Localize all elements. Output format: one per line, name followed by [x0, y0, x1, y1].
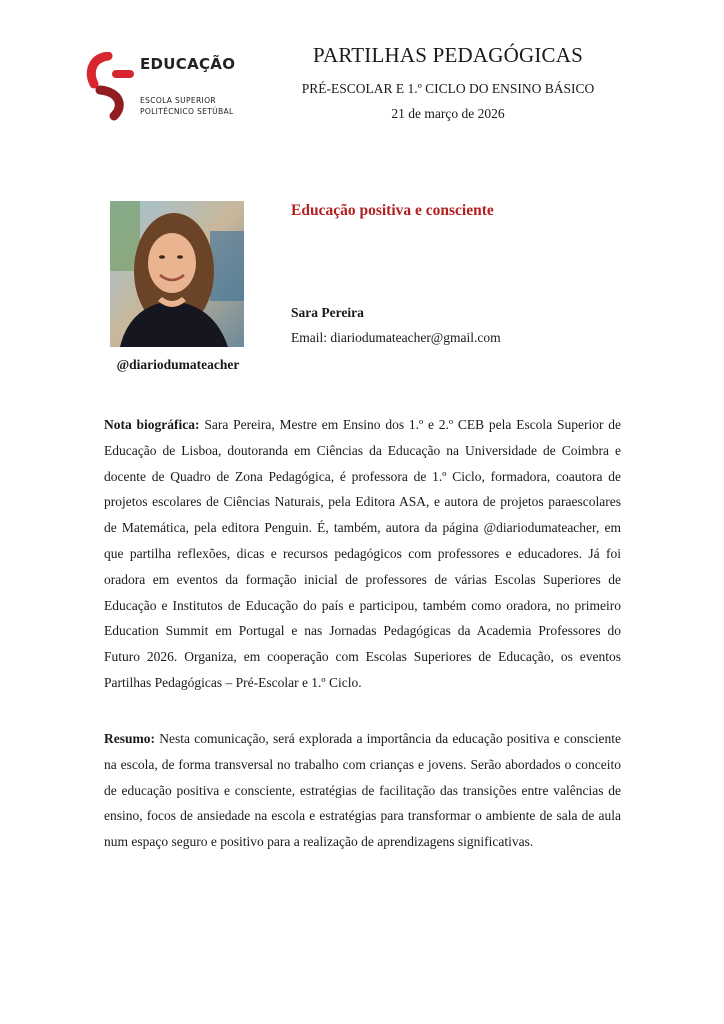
logo-mark-icon	[86, 52, 136, 122]
speaker-name: Sara Pereira	[291, 305, 364, 320]
speaker-handle: @diariodumateacher	[116, 357, 240, 372]
institution-logo	[86, 52, 246, 122]
bio-text: Sara Pereira, Mestre em Ensino dos 1.º e 2.º CEB pela Escola Superior de Educação de Lisboa, doutoranda em Ciências da Educação na Universidade de Coimbra e docente de Quadro de Zona Pedagógica, é professora de 1.º Ciclo, formadora, coautora de projetos escolares de Ciências Naturais, pela Editora ASA, e autora de projetos paraescolares de Matemática, pela editora Penguin. É, também, autora da página @diariodumateacher, em que partilha reflexões, dicas e recursos pedagógicos com professores e educadores. Já foi oradora em eventos da formação inicial de professores de várias Escolas Superiores de Educação e Institutos de Educação do país e participou, também como oradora, no primeiro Education Summit em Portugal e nas Jornadas Pedagógicas da Academia Professores do Futuro 2026. Organiza, em cooperação com Escolas Superiores de Educação, os eventos Partilhas Pedagógicas – Pré-Escolar e 1.º Ciclo.	[104, 417, 621, 690]
event-subtitle: PRÉ-ESCOLAR E 1.º CICLO DO ENSINO BÁSICO	[301, 81, 595, 96]
bio-label: Nota biográfica:	[104, 417, 200, 432]
logo-subtitle-line1: ESCOLA SUPERIOR	[140, 96, 216, 105]
abstract-label: Resumo:	[104, 731, 155, 746]
abstract-paragraph	[104, 726, 621, 855]
talk-title: Educação positiva e consciente	[291, 202, 494, 219]
event-title: PARTILHAS PEDAGÓGICAS	[313, 43, 583, 67]
abstract-text: Nesta comunicação, será explorada a importância da educação positiva e consciente na escola, de forma transversal no trabalho com crianças e jovens. Serão abordados o conceito de educação positiva e consciente, estratégias de facilitação das transições entre valências de ensino, focos de ansiedade na escola e estratégias para transformar o ambiente de sala de aula num espaço seguro e positivo para a realização de aprendizagens significativas.	[104, 731, 621, 850]
speaker-photo	[110, 201, 244, 347]
event-date: 21 de março de 2026	[391, 106, 505, 121]
logo-subtitle-line2: POLITÉCNICO SETÚBAL	[140, 107, 234, 116]
bio-paragraph	[104, 412, 621, 696]
logo-title: EDUCAÇÃO	[140, 55, 236, 73]
speaker-email[interactable]: Email: diariodumateacher@gmail.com	[291, 330, 501, 345]
